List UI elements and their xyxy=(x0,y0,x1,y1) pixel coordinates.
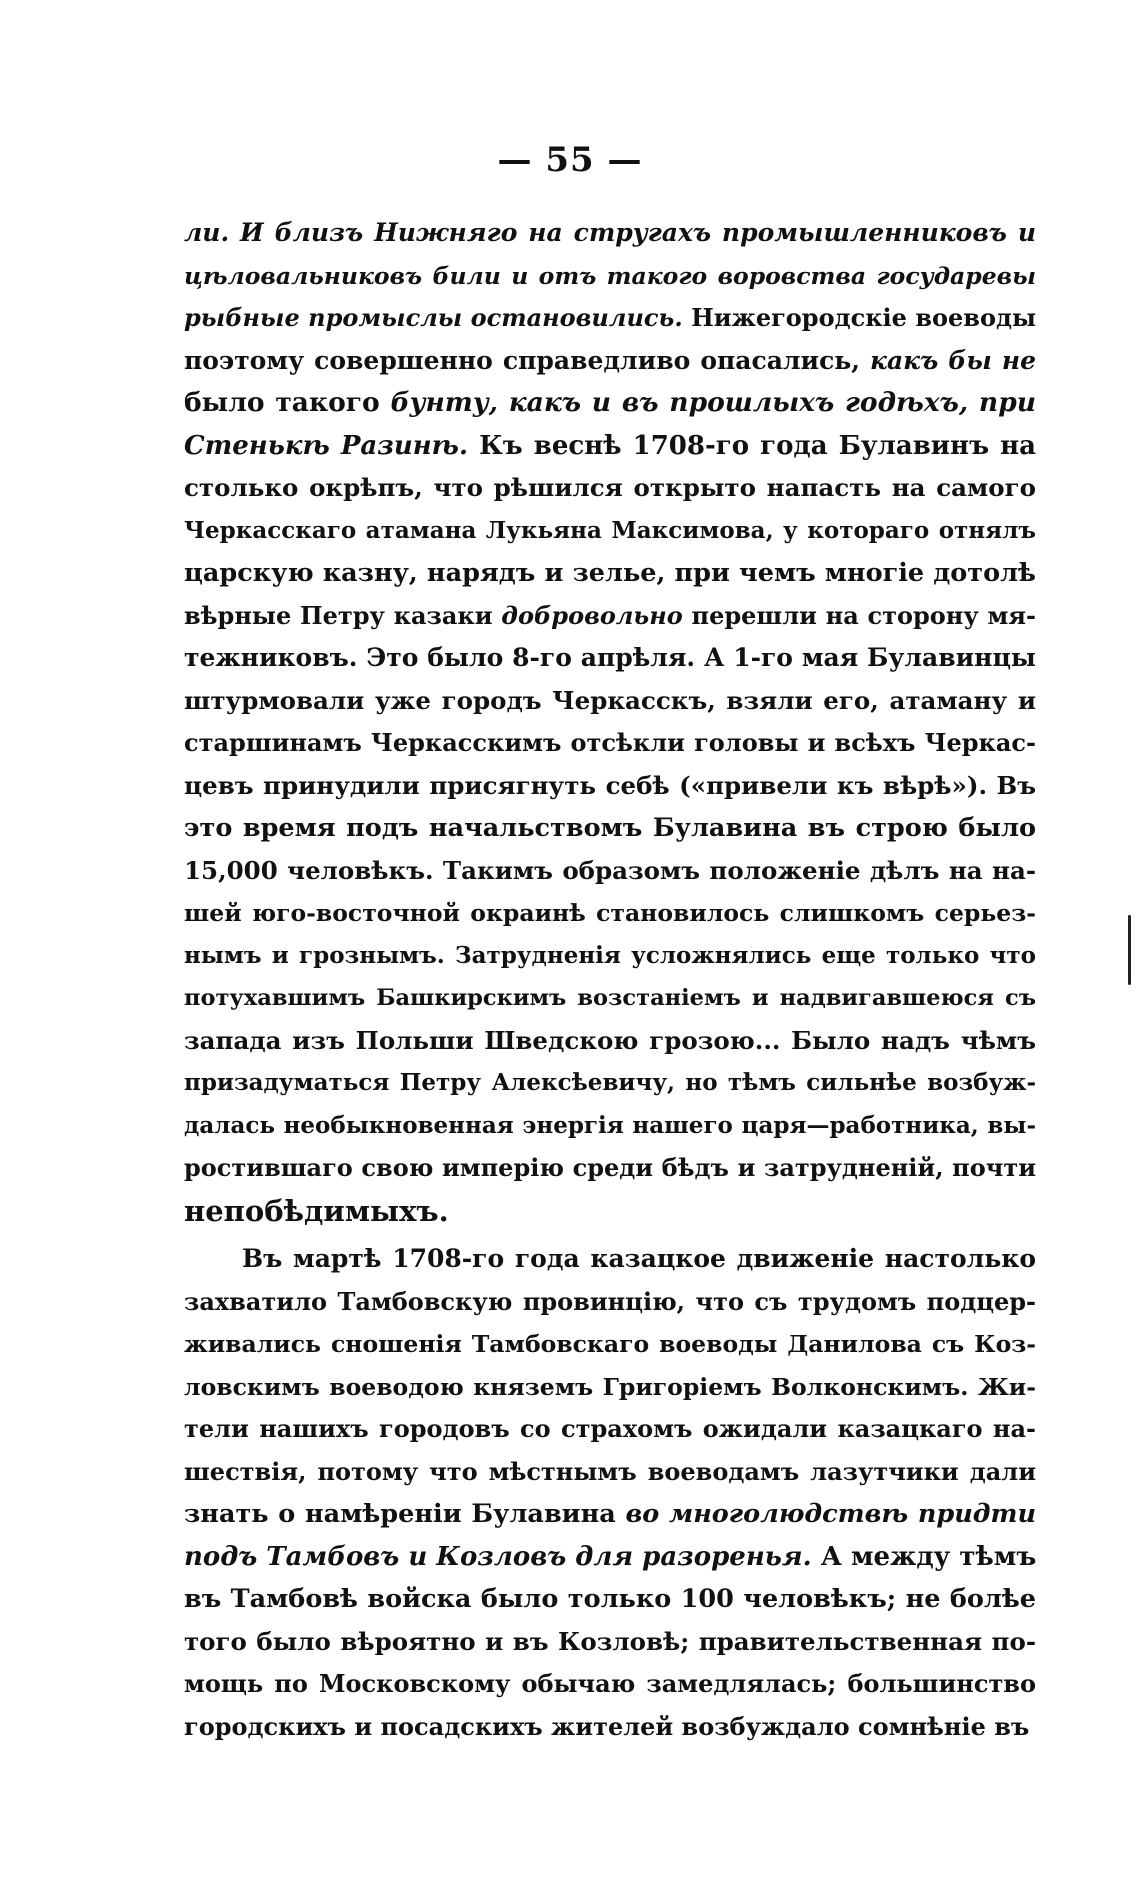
line-text: далась необыкновенная энергія нашего царя—работника, вы- xyxy=(184,1111,1036,1139)
line-text: было такого xyxy=(184,387,391,418)
text-line xyxy=(184,552,1036,595)
line-text: Къ веснѣ 1708-го года Булавинъ на xyxy=(468,430,1036,461)
italic-text: какъ бы не xyxy=(870,345,1036,375)
italic-text: подъ Тамбовъ и Козловъ для разоренья. xyxy=(184,1541,812,1572)
line-text: Черкасскаго атамана Лукьяна Максимова, у котораго отнялъ xyxy=(184,516,1036,544)
text-line xyxy=(184,297,1036,340)
line-text: живались сношенія Тамбовскаго воеводы Данилова съ Коз- xyxy=(184,1330,1036,1358)
text-line xyxy=(184,1366,1036,1409)
page-number: — 55 — xyxy=(497,140,643,180)
text-line xyxy=(184,892,1036,935)
line-text: Нижегородскіе воеводы xyxy=(682,303,1037,332)
text-line xyxy=(184,807,1036,850)
line-text: запада изъ Польши Шведскою грозою... Было надъ чѣмъ xyxy=(184,1025,1036,1055)
text-line xyxy=(184,1621,1036,1664)
text-line xyxy=(184,1147,1036,1190)
line-text: тели нашихъ городовъ со страхомъ ожидали казацкаго на- xyxy=(184,1414,1036,1443)
text-line xyxy=(184,1323,1036,1366)
line-text: 15,000 человѣкъ. Такимъ образомъ положеніе дѣлъ на на- xyxy=(184,855,1036,885)
line-text: мощь по Московскому обычаю замедлялась; большинство xyxy=(184,1669,1036,1698)
text-line xyxy=(184,1062,1036,1105)
body-text xyxy=(184,212,1036,1748)
text-line xyxy=(184,382,1036,425)
line-text: шей юго-восточной окраинѣ становилось слишкомъ серьез- xyxy=(184,899,1036,927)
text-line xyxy=(184,212,1036,255)
line-text: это время подъ начальствомъ Булавина въ строю было xyxy=(184,813,1036,843)
text-line xyxy=(184,467,1036,510)
text-line xyxy=(184,1020,1036,1063)
text-line xyxy=(184,595,1036,638)
text-line xyxy=(184,1578,1036,1621)
line-text: Въ мартѣ 1708-го года казацкое движеніе настолько xyxy=(242,1244,1036,1273)
line-text: потухавшимъ Башкирскимъ возстаніемъ и надвигавшеюся съ xyxy=(184,985,1036,1011)
italic-text: добровольно xyxy=(501,600,683,630)
line-text: вѣрные Петру казаки xyxy=(184,600,502,630)
line-text: того было вѣроятно и въ Козловѣ; правительственная по- xyxy=(184,1626,1036,1656)
line-text: знать о намѣреніи Булавина xyxy=(184,1499,626,1529)
text-line xyxy=(184,425,1036,468)
italic-text: во многолюдствѣ придти xyxy=(625,1499,1036,1529)
line-text: цевъ принудили присягнуть себѣ («привели къ вѣрѣ»). Въ xyxy=(184,770,1036,800)
line-text: непобѣдимыхъ. xyxy=(184,1193,449,1228)
text-line xyxy=(184,1706,1036,1749)
line-text: въ Тамбовѣ войска было только 100 человѣкъ; не болѣе xyxy=(184,1584,1036,1614)
paragraph-2 xyxy=(184,1238,1036,1748)
line-text: ростившаго свою имперію среди бѣдъ и затрудненій, почти xyxy=(184,1153,1036,1182)
italic-text: бунту, какъ и въ прошлыхъ годѣхъ, при xyxy=(390,387,1036,418)
text-line xyxy=(184,255,1036,298)
line-text: шествія, потому что мѣстнымъ воеводамъ лазутчики дали xyxy=(184,1456,1036,1486)
italic-text: рыбные промыслы остановились. xyxy=(184,303,683,332)
line-text: тежниковъ. Это было 8-го апрѣля. А 1-го мая Булавинцы xyxy=(184,643,1036,672)
text-line xyxy=(184,1408,1036,1451)
text-line xyxy=(184,977,1036,1020)
line-text: поэтому совершенно справедливо опасались, xyxy=(184,345,871,375)
text-line xyxy=(184,1663,1036,1706)
text-line xyxy=(184,850,1036,893)
text-line xyxy=(184,935,1036,978)
text-line xyxy=(184,340,1036,383)
line-text: царскую казну, нарядъ и зелье, при чемъ многіе дотолѣ xyxy=(184,558,1036,588)
italic-text: Стенькѣ Разинѣ. xyxy=(184,430,469,461)
line-text: столько окрѣпъ, что рѣшился открыто напасть на самого xyxy=(184,473,1036,502)
text-line xyxy=(184,680,1036,723)
line-text: перешли на сторону мя- xyxy=(682,600,1036,630)
text-line xyxy=(184,722,1036,765)
text-line xyxy=(184,1536,1036,1579)
text-line xyxy=(184,1190,1036,1233)
line-text: захватило Тамбовскую провинцію, что съ трудомъ подцер- xyxy=(184,1286,1036,1316)
italic-text: ли. И близъ Нижняго на стругахъ промышленниковъ и xyxy=(184,218,1036,247)
paragraph-1 xyxy=(184,212,1036,1232)
line-text: призадуматься Петру Алексѣевичу, но тѣмъ сильнѣе возбуж- xyxy=(184,1069,1036,1096)
text-line xyxy=(184,1105,1036,1148)
line-text: нымъ и грознымъ. Затрудненія усложнялись еще только что xyxy=(184,941,1036,969)
line-text: городскихъ и посадскихъ жителей возбуждало сомнѣніе въ xyxy=(184,1711,1030,1741)
line-text: ловскимъ воеводою княземъ Григоріемъ Волконскимъ. Жи- xyxy=(184,1372,1036,1401)
text-line xyxy=(184,765,1036,808)
text-line xyxy=(184,637,1036,680)
italic-text: цѣловальниковъ били и отъ такого воровства государевы xyxy=(184,261,1036,290)
text-line xyxy=(184,1451,1036,1494)
line-text: штурмовали уже городъ Черкасскъ, взяли его, атаману и xyxy=(184,685,1036,715)
line-text: старшинамъ Черкасскимъ отсѣкли головы и всѣхъ Черкас- xyxy=(184,728,1036,757)
text-line xyxy=(184,1281,1036,1324)
text-line xyxy=(184,1493,1036,1536)
line-text: А между тѣмъ xyxy=(811,1541,1037,1572)
text-line xyxy=(184,510,1036,553)
page-edge-mark xyxy=(1128,915,1131,985)
text-line xyxy=(184,1238,1036,1281)
